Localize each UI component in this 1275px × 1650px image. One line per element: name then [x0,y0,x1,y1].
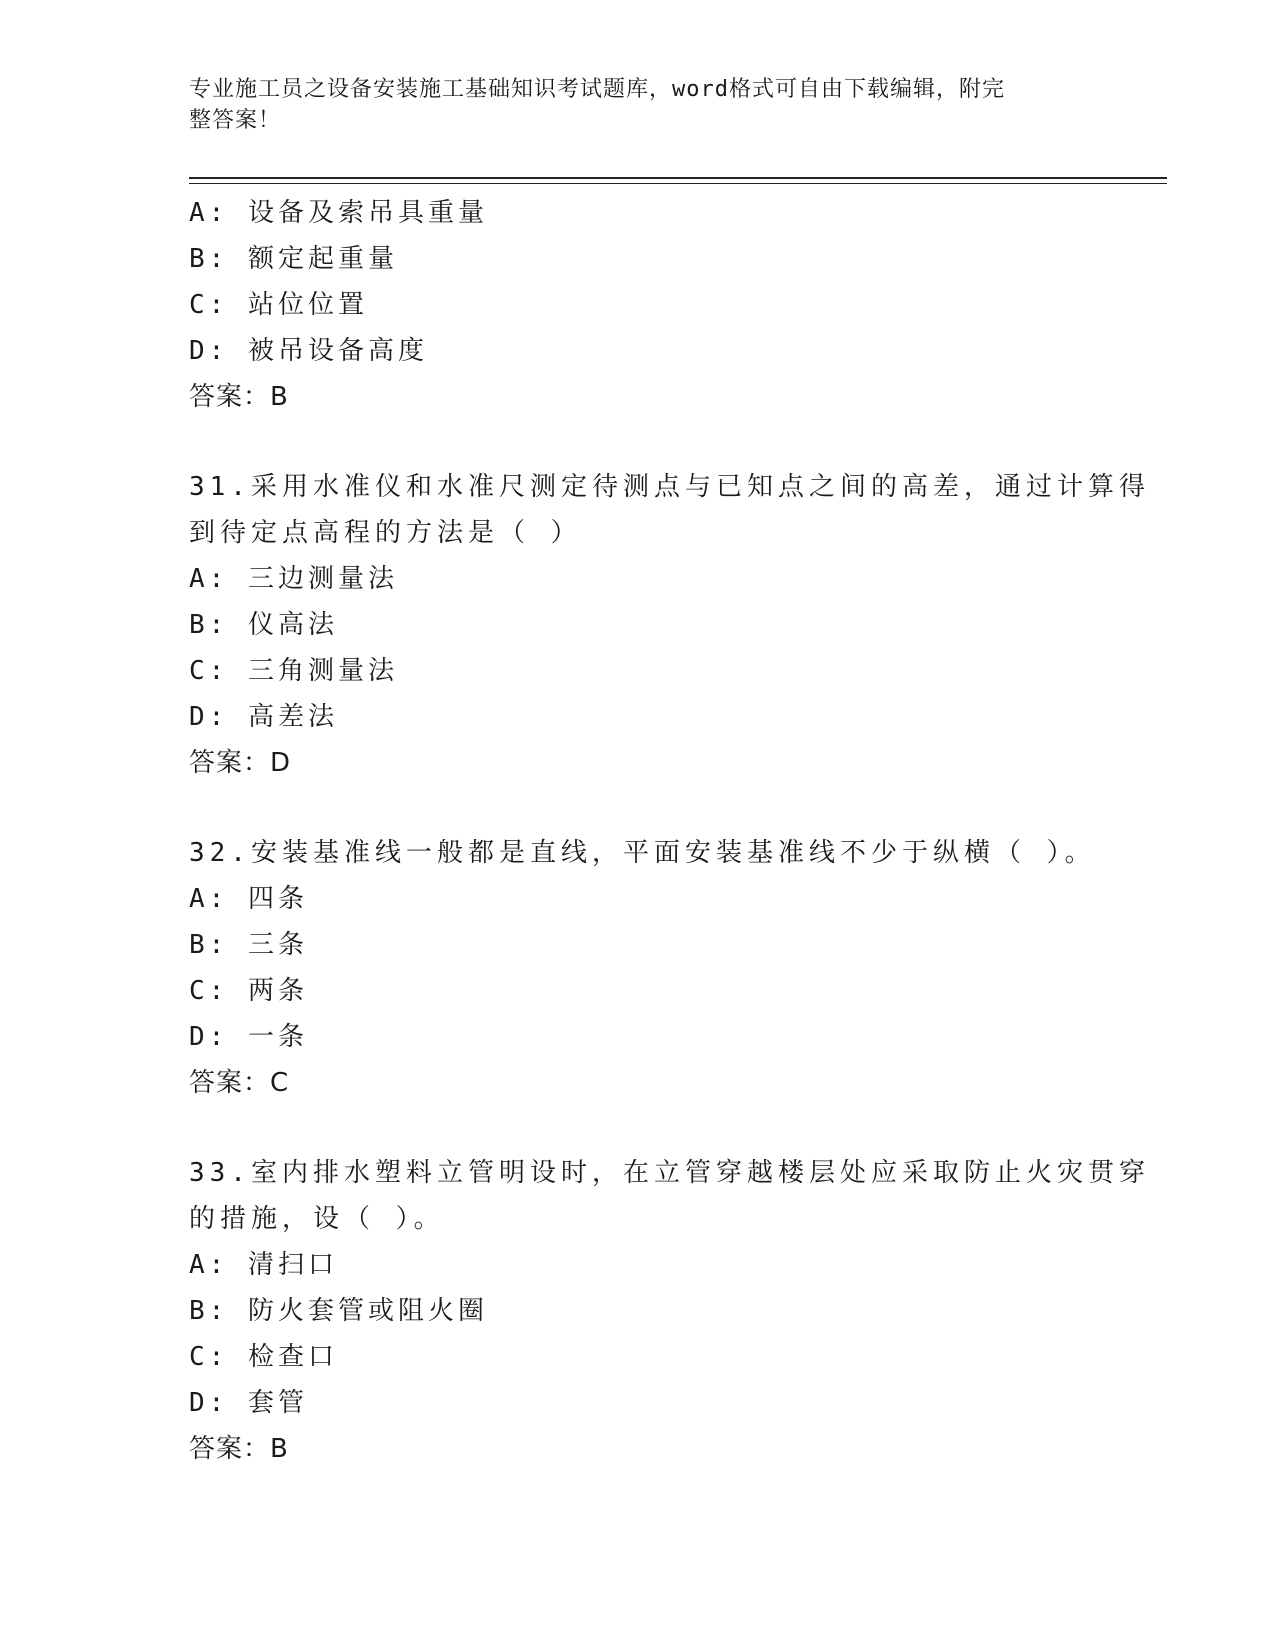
question-30 [189,190,1089,420]
document-header [189,74,1069,136]
header-title-line1: 专业施工员之设备安装施工基础知识考试题库，word格式可自由下载编辑，附完 [189,77,1005,102]
option-b: B: 仪高法 [189,610,338,640]
answer-line: 答案：D [189,748,292,778]
option-b: B: 防火套管或阻火圈 [189,1296,488,1326]
header-divider-thick [189,177,1167,179]
question-stem-line2: 的措施，设（ ）。 [189,1204,445,1234]
option-a: A: 清扫口 [189,1250,338,1280]
answer-line: 答案：B [189,382,289,412]
question-31 [189,464,1150,786]
answer-line: 答案：C [189,1068,290,1098]
option-a: A: 设备及索吊具重量 [189,198,488,228]
question-list [189,190,1150,1472]
option-d: D: 被吊设备高度 [189,336,428,366]
question-stem-line1: 32.安装基准线一般都是直线，平面安装基准线不少于纵横（ ）。 [189,838,1096,868]
header-title-line2: 整答案！ [189,108,282,133]
option-d: D: 高差法 [189,702,338,732]
option-c: C: 两条 [189,976,308,1006]
option-c: C: 检查口 [189,1342,338,1372]
header-divider-thin [189,183,1167,184]
option-b: B: 三条 [189,930,308,960]
option-b: B: 额定起重量 [189,244,398,274]
question-stem-line2: 到待定点高程的方法是（ ） [189,518,582,548]
option-d: D: 一条 [189,1022,308,1052]
question-stem-line1: 33.室内排水塑料立管明设时，在立管穿越楼层处应采取防止火灾贯穿 [189,1158,1150,1188]
option-a: A: 四条 [189,884,308,914]
answer-line: 答案：B [189,1434,289,1464]
option-a: A: 三边测量法 [189,564,398,594]
question-33 [189,1150,1150,1472]
option-c: C: 三角测量法 [189,656,398,686]
question-32 [189,830,1096,1106]
question-stem-line1: 31.采用水准仪和水准尺测定待测点与已知点之间的高差，通过计算得 [189,472,1150,502]
option-d: D: 套管 [189,1388,308,1418]
option-c: C: 站位位置 [189,290,368,320]
